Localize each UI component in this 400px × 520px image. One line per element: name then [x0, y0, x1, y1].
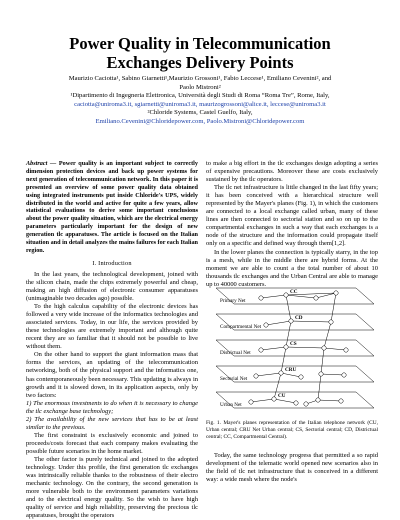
- intro-paragraph-2: To the high calculus capability of the electronic devices has followed a very wide increase of the informatics technologies and associated services. Today, in our life, the services provided by these technologies are extremely important and although quite recent they are so familiar that it should not be possible to live without them.: [26, 303, 198, 351]
- intro-list-item-1: 1) The enormous investments to do when it is necessary to change the tlc exchange base technology;: [26, 399, 198, 415]
- node-label-cru: CRU: [285, 367, 297, 373]
- node-label-cc: CC: [290, 289, 298, 295]
- figure-caption: Fig. 1. Mayer's planes representation of the Italian telephone network (CU, Urban central; CRU Net Urban central; CS, Sectorial central; CD, Districtual central; CC, Compartmental Central).: [206, 420, 378, 440]
- intro-paragraph-3: On the other hand to support the giant information mass that forms the services, an updating of the telecommunication networking, both of the physical support and the informatics one, has contemporaneously been necessary. This updating is always in growth and it is slowed down, in its application aspects, only by two factors:: [26, 351, 198, 399]
- emails-2[interactable]: Emiliano.Cevenini@Chloridepower.com, Paolo.Mistroni@Chloridepower.com: [95, 117, 305, 125]
- emails-1[interactable]: caciotta@uniroma3.it, sgiarnetti@uniroma3.it, maurizogrossoni@alice.it, leccese@uniroma3.it: [74, 100, 326, 108]
- title-line-2: Exchanges Delivery Points: [106, 53, 294, 72]
- abstract-text: Power quality is an important subject to correctly dimension protection devices and back up power systems for next generation of telecommunication network. In this paper it is presented an overview of some power quality data obtained using integrated instruments put inside Chloride's UPS, widely distributed in the world and active for quite a few years, allow statistical evaluations to derive some important conclusions about the power quality situation, which are the electrical energy parameters particularly important for the design of new generation tlc apparatuses. The article is focused on the Italian situation and in detail analyzes the mains failures for each Italian region.: [26, 160, 199, 254]
- abstract-lead: Abstract —: [26, 160, 59, 167]
- plane-label-urban: Urban Net: [220, 402, 242, 408]
- intro-paragraph-6: The tlc net infrastructure is little changed in the last fifty years; it has been conceived with a hierarchical structure well represented by the Mayer's planes (Fig. 1), in which the customers are connected to a local exchange called urban, many of these lines are then connected to sectorial station and so on up to the compartmental exchanges in such a way that each exchanges is a node of the structure and the information could propagate itself only on a specific and defined way through them[1,2].: [206, 184, 378, 248]
- left-column: [26, 160, 198, 520]
- intro-paragraph-1: In the last years, the technological development, joined with the silicon chain, made the chips extremely powerful and cheap, making an high diffusion of electronic consumer apparatuses (unimaginable two decades ago) possible.: [26, 270, 198, 303]
- plane-label-primary: Primary Net: [220, 298, 246, 304]
- node-label-cu: CU: [278, 393, 286, 399]
- plane-label-sectorial: Sectorial Net: [220, 376, 248, 382]
- section-heading-introduction: I. Introduction: [92, 259, 132, 267]
- title-line-1: Power Quality in Telecommunication: [69, 34, 331, 53]
- intro-paragraph-5-cont: to make a big effort in the tlc exchanges design adopting a series of expensive precautions. Moreover these are costs exclusively sustained by the tlc operators.: [206, 160, 378, 184]
- mayer-planes-figure: [206, 278, 378, 418]
- affiliation-1: ¹Dipartimento di Ingegneria Elettronica, Università degli Studi di Roma “Roma Tre”, Rome, Italy,: [70, 92, 330, 100]
- plane-label-districtual: Districtual Net: [220, 350, 251, 356]
- affiliation-2: ²Chloride Systems, Castel Guelfo, Italy,: [147, 109, 253, 117]
- paper-title: [20, 34, 380, 72]
- authors-line-2: Paolo Mistroni²: [179, 83, 221, 91]
- abstract: [26, 160, 198, 255]
- authors-line-1: Maurizio Caciotta¹, Sabino Giarnetti¹,Maurizio Grossoni¹, Fabio Leccese¹, Emiliano Cevenini², and: [68, 75, 332, 82]
- plane-label-compartmental: Compartmental Net: [220, 324, 262, 330]
- intro-paragraph-5: The other factor is purely technical and joined to the adopted technology. Under this profile, the first generation tlc exchanges was intrinsically reliable thanks to the robustness of their electro mechanic technology. On the contrary, the second generation is more vulnerable both to the environment parameters variations and to the electrical energy quality. So the wish to have high quality of service and high reliability, preserving the precious tlc apparatuses, brought the operators: [26, 456, 198, 520]
- node-label-cd: CD: [295, 315, 303, 321]
- right-column: [206, 160, 378, 289]
- intro-paragraph-8: Today, the same technology progress that permitted a so rapid development of the telematic world opened new scenarios also in the field of tlc net infrastructure that is conceived in a different way: a wide mesh where the node's: [206, 452, 378, 484]
- author-block: [20, 75, 380, 127]
- intro-paragraph-7: In the lower planes the connection is typically starry, in the top is a mesh, while in the middle there are hybrid forms. At the moment we are able to count a the total number of about 10 thousands tlc exchanges and the Urban Central are able to manage up to 40000 customers.: [206, 248, 378, 288]
- right-column-bottom: [206, 452, 378, 484]
- node-label-cs: CS: [290, 341, 297, 347]
- intro-list-item-2: 2) The availability of the new services that has to be at least similar to the previous.: [26, 415, 198, 431]
- intro-paragraph-4: The first constraint is exclusively economic and joined to proceeds/costs forecast that each company makes evaluating the possible future scenarios in the home market.: [26, 431, 198, 455]
